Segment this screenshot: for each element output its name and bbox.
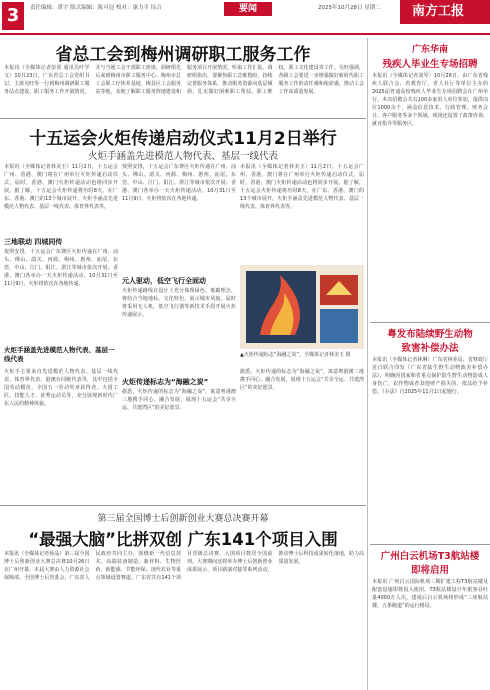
divider-1 (0, 118, 366, 119)
page-header (0, 0, 490, 34)
article2-subhead-4: 火炬传递标志为“海融之炭” (122, 378, 209, 386)
page-number: 3 (2, 2, 24, 30)
right-story2-title-b: 致害补偿办法 (401, 343, 459, 354)
right-story1-body: 本报讯（全媒体记者刘琴）10月26日，由广东省残疾人联合会、省教育厅、省人社厅等单位主办的2025届普通高校残疾人毕业生专场招聘会在广州举行。本次招聘会共有100多家用人单位参加，提供岗位1000余个，涵盖信息技术、行政管理、财务会计、客户服务等多个领域。现场还设置了政策咨询、就业指导等服务区。 (372, 73, 488, 127)
issue-date: 2025年10月28日 星期二 (318, 5, 381, 11)
article3-title: “最强大脑”比拼双创 广东141个项目入围 (28, 530, 338, 549)
article2-subhead-2: 火炬手涵盖先进模范人物代表、基层一线代表 (4, 346, 115, 363)
article2-body-2: 火炬手主要来自先进模范人物代表、基层一线代表、体育界代表、港澳台同胞代表等，其中包括全国劳动模范、全国五一劳动奖章获得者、大国工匠、技能人才、优秀运动员等，充分展现新时代广东人民的精神风貌。 (4, 369, 118, 407)
article2-col3: 本报讯（全媒体记者林美玉）11月2日，十五运会广州、香港、澳门将在广州举行火炬传递启动仪式，届时，香港、澳门火炬传递活动也将同步开展。据了解，十五运会火炬传递将历时8天，在广东、香港、澳门的13个城市展开，火炬手涵盖先进模范人物代表、基层一线代表、体育界代表等。 (240, 164, 364, 210)
article2-body-3: 火炬传递路线在设计上充分体现绿色、低碳理念，将结合当地地标、文化特色，展示城市风貌。届时将采用无人机、低空飞行器等新技术手段开展火炬传递展示。 (122, 288, 236, 318)
header-rule (0, 33, 490, 35)
newspaper-logo: 南方工报 (400, 0, 490, 24)
divider-2 (0, 505, 366, 506)
torch-logo-image (240, 265, 364, 349)
right-divider-1 (370, 322, 490, 323)
right-story2-title-a: 粤发布陆续野生动物 (387, 329, 473, 340)
right-story3-title-b: 即将启用 (410, 565, 449, 576)
section-label: 要闻 (224, 2, 272, 16)
right-divider-2 (370, 544, 490, 545)
column-divider (367, 38, 368, 690)
article2-col3b: 据悉，火炬传递的标志为“海融之炭”，寓意粤港澳三地携手同心、融合发展，展现十五运会“共享全运、共建湾区”的美好愿景。 (240, 369, 364, 391)
article2-body-1: 按照安排，十五运会广东赛区火炬传递在广州、汕头、佛山、韶关、河源、梅州、惠州、汕尾、东莞、中山、江门、阳江、湛江等城市依次开展；香港、澳门各举办一天火炬传递活动。10月31日至11月9日，火炬将依次在各地传递。 (4, 249, 118, 287)
article2-subtitle: 火炬手涵盖先进模范人物代表、基层一线代表 (87, 151, 278, 162)
article1-body: 本报讯（全媒体记者彭霄 通讯员叶学文）10月23日，广东省总工会党组书记、主席吴旺等一行到梅州调研职工服务站点建设、职工服务工作开展情况，并与当地工会干部职工座谈。调研组先后来到梅州市职工服务中心、梅州市总工会职工疗休养基地、梅县区工会服务站等地，实地了解职工服务阵地建设和服务项目开展情况，听取工作汇报。调研组指出，要聚焦职工急难愁盼，持续完善服务体系，推动服务资源向基层倾斜，扎实做好困难职工帮扶、职工维权、职工文化建设等工作。吴旺强调，各级工会要进一步增强做好新时代职工服务工作的责任感和使命感，推动工会工作高质量发展。 (4, 65, 364, 95)
right-story1-title-b: 残疾人毕业生专场招聘 (382, 59, 478, 70)
article1-title: 省总工会到梅州调研职工服务工作 (55, 45, 311, 65)
article3-kicker: 第三届全国博士后创新创业大赛总决赛开幕 (97, 514, 269, 524)
editor-credits: 责任编辑：黄宇 版式编辑：陈可冠 校对：康力平 综合 (30, 5, 162, 11)
right-story2-body: 本报讯（全媒体记者林琳）广东省林业局、省财政厅近日联合印发《广东省陆生野生动物致害补偿办法》，明确因国家和省重点保护陆生野生动物造成人身伤亡、农作物或者其他财产损失的，依法给予补偿。《办法》自2025年11月1日起施行。 (372, 357, 488, 395)
article2-subhead-1: 三地联动 四城同传 (4, 238, 63, 246)
torch-photo (240, 265, 364, 349)
article2-subhead-3: 元人驱动，低空飞行全面动 (122, 277, 206, 285)
article3-body: 本报讯（全媒体记者孙晶）第三届全国博士后创新创业大赛总决赛10月26日在广州开幕。本届大赛由人力资源社会保障部、全国博士后管委会、广东省人民政府共同主办，围绕新一代信息技术、高端装备制造、新材料、生物医药、新能源、节能环保、现代农业等重点领域设置赛道。广东省共有141个项目晋级总决赛，入围项目数居全国前列。大赛期间还将举办博士后创新创业成果展示、项目路演对接等系列活动，推动博士后科技成果转化落地，助力高质量发展。 (4, 551, 364, 581)
article2-title: 十五运会火炬传递启动仪式11月2日举行 (29, 129, 337, 149)
photo-caption: ▲火炬传递标志“海融之炭”。全媒体记者林美玉 摄 (240, 352, 351, 358)
right-story3-body: 本报讯 广州白云国际机场三期扩建工程T3航站楼及配套设施即将投入使用。T3航站楼设计年旅客吞吐量4000万人次，建成后白云机场将形成“三座航站楼、五条跑道”的运行格局。 (372, 579, 488, 609)
article2-col2: 按照安排，十五运会广东赛区火炬传递在广州、汕头、佛山、韶关、河源、梅州、惠州、汕尾、东莞、中山、江门、阳江、湛江等城市依次开展；香港、澳门各举办一天火炬传递活动。10月31日至11月9日，火炬将依次在各地传递。 (122, 164, 236, 202)
article2-intro: 本报讯（全媒体记者林美玉）11月2日，十五运会广州、香港、澳门将在广州举行火炬传递启动仪式，届时，香港、澳门火炬传递活动也将同步开展。据了解，十五运会火炬传递将历时8天，在广东、香港、澳门的13个城市展开，火炬手涵盖先进模范人物代表、基层一线代表、体育界代表等。 (4, 164, 118, 210)
article2-body-4: 据悉，火炬传递的标志为“海融之炭”，寓意粤港澳三地携手同心、融合发展，展现十五运会“共享全运、共建湾区”的美好愿景。 (122, 389, 236, 411)
right-story1-title-a: 广东华南 (411, 45, 448, 55)
right-story3-title-a: 广州白云机场T3航站楼 (380, 551, 480, 562)
